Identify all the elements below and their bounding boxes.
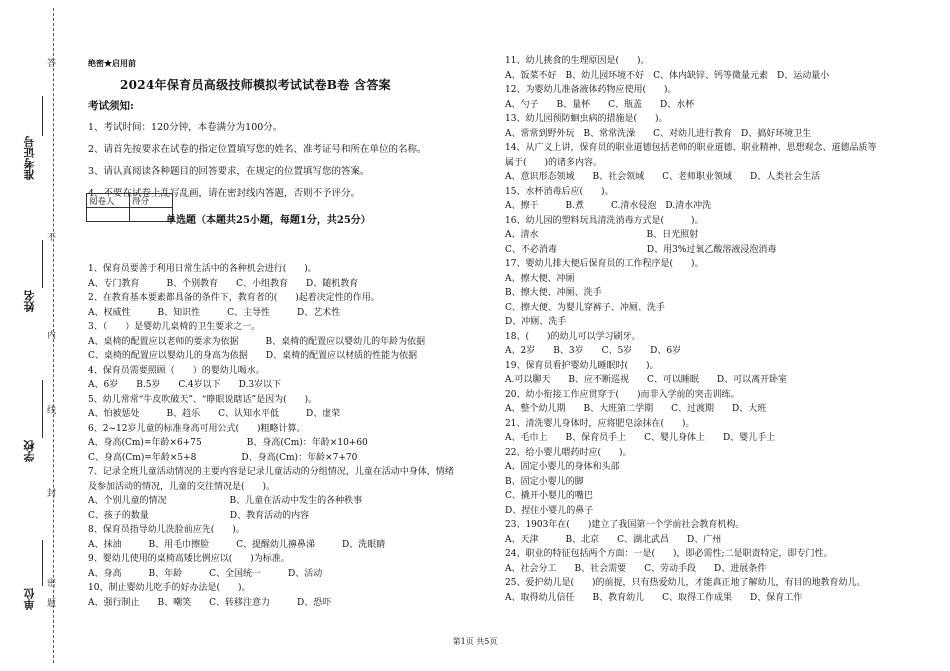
question-line: 12、为婴幼儿准备液体药物应使用( )。 <box>505 85 677 95</box>
question-line: A、饭菜不好 B、幼儿园环境不好 C、体内缺锌、钙等微量元素 D、运动量小 <box>505 70 830 81</box>
question-line: 11、幼儿挑食的生理原因是( )。 <box>505 56 650 66</box>
question-line: 8、保育员指导幼儿洗脸前应先( )。 <box>88 525 245 535</box>
school-blank[interactable] <box>42 380 43 438</box>
notice-item: 2、请首先按要求在试卷的指定位置填写您的姓名、准考证号和所在单位的名称。 <box>88 144 427 155</box>
question-line: A、桌椅的配置应以老师的要求为依据 B、桌椅的配置应以婴幼儿的年龄为依据 <box>88 336 426 347</box>
question-line: A、取得幼儿信任 B、教育幼儿 C、取得工作成果 D、保育工作 <box>505 592 803 603</box>
question-line: 15、水杯消毒后应( )。 <box>505 186 614 197</box>
notice-item: 4、不要在试卷上乱写乱画，请在密封线内答题，否则不予评分。 <box>88 188 361 199</box>
question-line: D、冲厕、洗手 <box>505 317 567 327</box>
question-line: C、身高(Cm)=年龄×5+8 D、身高(Cm)：年龄×7+70 <box>88 452 358 463</box>
question-line: 属于( )的诸多内容。 <box>505 157 603 168</box>
question-line: 7、记录全班儿童活动情况的主要内容是记录儿童活动的分组情况，儿童在活动中身体，情绪 <box>88 467 454 477</box>
question-line: A、擦干 B.煮 C.清水侵泡 D.清水冲洗 <box>505 201 712 211</box>
question-line: C、不必消毒 D、用3%过氧乙酸溶液浸泡消毒 <box>505 244 777 255</box>
question-line: A、抹油 B、用毛巾擦脸 C、提醒幼儿擤鼻涕 D、洗眼睛 <box>88 539 386 550</box>
name-label: 姓名 <box>23 290 36 312</box>
question-line: A、权威性 B、知识性 C、主导性 D、艺术性 <box>88 307 341 318</box>
question-line: 5、幼儿常常“牛皮吹破天”、“睁眼说瞎话”是因为( )。 <box>88 394 318 405</box>
question-line: C、擦大便、为婴儿穿裤子、冲厕、洗手 <box>505 302 665 313</box>
question-line: A、毛巾上 B、保育员手上 C、婴儿身体上 D、婴儿手上 <box>505 433 776 443</box>
question-line: A、意识形态领域 B、社会领域 C、老师职业领域 D、人类社会生活 <box>505 172 821 182</box>
seal-char-top: 答 <box>45 58 55 69</box>
score-table-score-header: 得分 <box>130 194 173 208</box>
question-line: 16、幼儿园的塑料玩具清洗消毒方式是( )。 <box>505 215 704 226</box>
question-line: C、孩子的数量 D、教育活动的内容 <box>88 510 310 521</box>
question-line: 17、婴幼儿排大便后保育员的工作程序是( )。 <box>505 259 704 269</box>
question-line: 3、（ ）是婴幼儿桌椅的卫生要求之一。 <box>88 322 261 332</box>
question-line: A、整个幼儿期 B、大班第二学期 C、过渡期 D、大班 <box>505 404 767 414</box>
question-line: 2、在教育基本要素都具备的条件下，教育者的( )起着决定性的作用。 <box>88 293 380 303</box>
question-line: A、社会分工 B、社会需要 C、劳动手段 D、进展条件 <box>505 563 767 574</box>
question-line: A、常常到野外玩 B、常常洗澡 C、对幼儿进行教育 D、搞好环境卫生 <box>505 128 812 139</box>
question-line: A、怕被惩处 B、趋乐 C、认知水平低 D、虚荣 <box>88 409 341 419</box>
question-line: A、擦大便、冲厕 <box>505 273 575 284</box>
left-question-column <box>88 262 454 610</box>
question-line: B、固定小婴儿的脚 <box>505 476 584 487</box>
question-line: 4、保育员需要照顾（ ）的婴幼儿喝水。 <box>88 365 265 376</box>
question-line: 14、从广义上讲，保育员的职业道德包括老师的职业道德、职业精神、思想观念、道德品质等 <box>505 143 877 153</box>
seal-char-extra: 题 <box>45 598 55 609</box>
ticket-number-blank[interactable] <box>42 96 43 136</box>
question-line: A.可以聊天 B、应不断巡视 C、可以睡眠 D、可以离开卧室 <box>505 375 788 385</box>
name-blank[interactable] <box>42 240 43 288</box>
notice-heading: 考试须知: <box>88 100 134 112</box>
question-line: 20、幼小衔接工作应贯穿于( )而非入学前的突击训练。 <box>505 389 740 400</box>
seal-char-3: 线 <box>45 405 55 416</box>
question-line: D、捏住小婴儿的鼻子 <box>505 505 594 516</box>
question-line: 1、保育员要善于利用日常生活中的各种机会进行( )。 <box>88 264 317 274</box>
confidential-mark: 绝密★启用前 <box>88 58 136 68</box>
question-line: A、专门教育 B、个别教育 C、小组教育 D、随机教育 <box>88 278 359 289</box>
question-line: A、强行制止 B、嘲笑 C、转移注意力 D、恐吓 <box>88 597 332 608</box>
page-footer: 第1页 共5页 <box>452 637 498 646</box>
question-line: A、天津 B、北京 C、湖北武昌 D、广州 <box>505 534 722 545</box>
notice-item: 3、请认真阅读各种题目的回答要求，在规定的位置填写您的答案。 <box>88 166 370 177</box>
question-line: 10、制止婴幼儿吃手的好办法是( )。 <box>88 583 251 593</box>
unit-blank[interactable] <box>42 540 43 586</box>
question-line: A、6岁 B.5岁 C.4岁以下 D.3岁以下 <box>88 380 282 390</box>
notice-item: 1、考试时间：120分钟，本卷满分为100分。 <box>88 122 283 133</box>
question-line: 6、2~12岁儿童的标准身高可用公式( )粗略计算。 <box>88 423 306 434</box>
question-line: 21、清洗婴儿身体时，应将肥皂涂抹在( )。 <box>505 418 695 429</box>
question-line: 19、保育员看护婴幼儿睡眠时( )。 <box>505 360 659 371</box>
question-line: 及参加活动的情况，儿童的交往情况是( )。 <box>88 481 276 492</box>
question-line: A、身高 B、年龄 C、全国统一 D、活动 <box>88 568 323 579</box>
page-title: 2024年保育员高级技师模拟考试试卷B卷 含答案 <box>120 78 391 92</box>
right-question-column <box>505 54 876 605</box>
question-line: 23、1903年在( )建立了我国第一个学前社会教育机构。 <box>505 520 745 530</box>
question-line: 25、爱护幼儿是( )的前提，只有热爱幼儿，才能真正地了解幼儿，有目的地教育幼儿。 <box>505 578 866 588</box>
question-line: 18、( )的幼儿可以学习刷牙。 <box>505 331 641 342</box>
question-line: A、2岁 B、3岁 C、5岁 D、6岁 <box>505 346 682 356</box>
seal-char-bottom: 密 <box>45 578 55 589</box>
question-line: C、撬开小婴儿的嘴巴 <box>505 491 593 501</box>
seal-char-2: 内 <box>45 330 55 341</box>
question-line: C、桌椅的配置应以婴幼儿的身高为依据 D、桌椅的配置应以材质的性能为依据 <box>88 351 418 361</box>
question-line: A、身高(Cm)=年龄×6+75 B、身高(Cm)：年龄×10+60 <box>88 438 368 448</box>
question-line: A、个别儿童的情况 B、儿童在活动中发生的各种秩事 <box>88 496 363 506</box>
question-line: 22、给小婴儿喂药时应( )。 <box>505 447 632 458</box>
question-line: A、清水 B、日光照射 <box>505 230 699 240</box>
question-line: 9、婴幼儿使用的桌椅高矮比例应以( )为标准。 <box>88 554 290 564</box>
score-table-grader-header: 阅卷人 <box>87 194 130 208</box>
seal-char-4: 封 <box>45 488 55 499</box>
unit-label: 单位 <box>23 588 36 610</box>
school-label: 学校 <box>23 440 36 462</box>
question-line: 24、职业的特征包括两个方面：一是( )，即必需性;二是职责特定，即专门性。 <box>505 549 833 559</box>
question-line: A、勺子 B、量杯 C、瓶盖 D、水杯 <box>505 99 695 110</box>
score-table-grader-cell[interactable] <box>87 208 130 222</box>
ticket-number-label: 准考证号 <box>23 136 36 180</box>
score-table <box>86 193 173 222</box>
section-title: 单选题（本题共25小题，每题1分，共25分） <box>166 215 371 226</box>
question-line: 13、幼儿园预防蛔虫病的措施是( )。 <box>505 114 668 124</box>
seal-char-1: 不 <box>45 232 55 243</box>
question-line: B、擦大便、冲厕、洗手 <box>505 288 602 298</box>
question-line: A、固定小婴儿的身体和头部 <box>505 462 620 472</box>
notice-list <box>88 117 427 205</box>
